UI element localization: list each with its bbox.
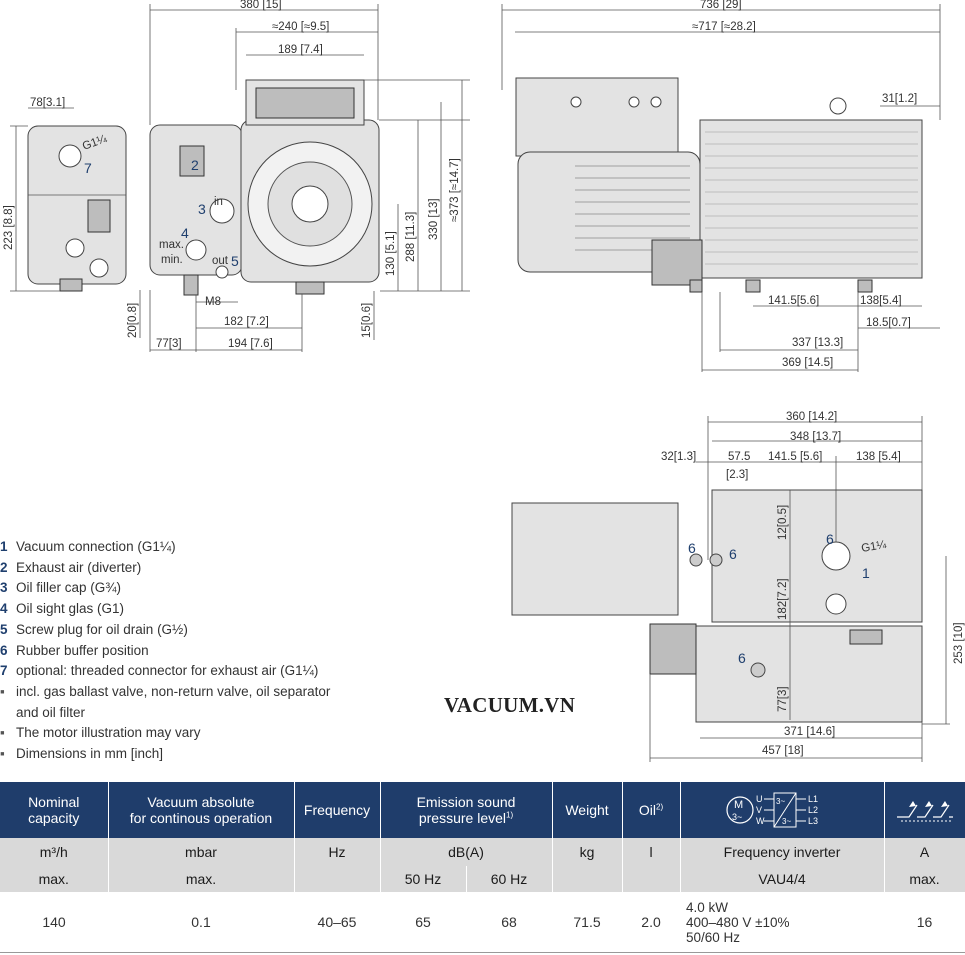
unit-frequency: Hz: [294, 838, 380, 866]
header-emission: Emission sound pressure level$^{1)}$: [380, 782, 552, 838]
dim-12: 12[0.5]: [777, 504, 789, 540]
legend-item: [0, 578, 400, 599]
legend-text: The motor illustration may vary: [16, 725, 201, 741]
header-oil: Oil$^{2)}$: [622, 782, 680, 838]
legend-marker: 4: [0, 601, 8, 617]
dim-373: ≈373 [≈14.7]: [449, 158, 461, 222]
dim-141-5-side: 141.5[5.6]: [768, 295, 820, 307]
circuit-breaker-icon: [884, 782, 965, 838]
dim-253: 253 [10]: [953, 622, 965, 664]
inverter-frequency: 50/60 Hz: [686, 929, 741, 945]
unit-weight: kg: [552, 838, 622, 866]
legend-item: [0, 641, 400, 662]
legend-text: Oil sight glas (G1): [16, 601, 125, 617]
value-oil: 2.0: [622, 892, 680, 953]
legend-text: Vacuum connection (G1¼): [16, 539, 176, 554]
end-view-drawing: [10, 108, 126, 291]
dim-223: 223 [8.8]: [3, 205, 15, 250]
legend-marker: 6: [0, 642, 8, 658]
subunit-capacity: max.: [0, 866, 108, 892]
svg-text:L2: L2: [808, 805, 819, 815]
thread-g114-top: G1¼: [860, 538, 888, 555]
dim-15: 15[0.6]: [361, 302, 373, 338]
dim-182: 182 [7.2]: [224, 316, 269, 328]
unit-oil: l: [622, 838, 680, 866]
legend-text: Screw plug for oil drain (G½): [16, 621, 188, 637]
callout-6-c: 6: [729, 546, 737, 562]
front-view-drawing: [150, 80, 379, 295]
dim-337: 337 [13.3]: [792, 337, 844, 349]
legend-marker: 3: [0, 580, 8, 596]
legend-item: [0, 661, 400, 682]
dim-130: 130 [5.1]: [385, 231, 397, 276]
legend-marker: ▪: [0, 725, 5, 741]
subunit-current: max.: [884, 866, 965, 892]
legend-item: [0, 599, 400, 620]
value-row: [0, 892, 965, 953]
value-current: 16: [884, 892, 965, 953]
subunit-inverter: VAU4/4: [680, 866, 884, 892]
legend-item: [0, 682, 400, 703]
legend-text: optional: threaded connector for exhaust air (G1¼): [16, 663, 319, 679]
unit-current: A: [884, 838, 965, 866]
dim-57-5: 57.5: [728, 451, 751, 463]
label-in: in: [214, 196, 223, 208]
header-frequency: Frequency: [294, 782, 380, 838]
value-capacity: 140: [0, 892, 108, 953]
svg-text:W: W: [756, 816, 765, 826]
dim-330: 330 [13]: [428, 198, 440, 240]
dim-138-side: 138[5.4]: [860, 295, 902, 307]
callout-6-a: 6: [826, 531, 834, 547]
callout-6-d: 6: [738, 650, 746, 666]
dim-288: 288 [11.3]: [405, 211, 417, 262]
legend-marker: 5: [0, 621, 8, 637]
svg-text:3~: 3~: [782, 817, 792, 826]
dim-380: 380 [15]: [240, 0, 282, 11]
svg-text:3~: 3~: [732, 812, 743, 822]
legend-marker: ▪: [0, 746, 5, 762]
value-sound-60hz: 68: [466, 892, 552, 953]
top-view-drawing: [512, 490, 922, 722]
legend-marker: 1: [0, 539, 8, 554]
dim-78: 78[3.1]: [30, 97, 66, 109]
dim-457: 457 [18]: [762, 745, 804, 757]
brand-watermark: VACUUM.VN: [444, 693, 576, 717]
thread-g114-side: G1¼: [80, 133, 109, 153]
callout-1: 1: [862, 565, 870, 581]
svg-text:M: M: [734, 799, 744, 811]
svg-text:V: V: [756, 805, 763, 815]
dim-194: 194 [7.6]: [228, 338, 273, 350]
subunit-oil: [622, 866, 680, 892]
svg-text:L1: L1: [808, 794, 819, 804]
subunit-60hz: 60 Hz: [466, 866, 552, 892]
unit-capacity: m³/h: [0, 838, 108, 866]
header-capacity: Nominal capacity: [0, 782, 108, 838]
legend-item: [0, 703, 400, 724]
inverter-power: 4.0 kW: [686, 899, 729, 915]
dim-182-top: 182[7.2]: [777, 578, 789, 620]
dim-348: 348 [13.7]: [790, 431, 842, 443]
legend-item: [0, 744, 400, 765]
label-max: max.: [159, 239, 184, 251]
unit-emission: dB(A): [380, 838, 552, 866]
dim-138-top: 138 [5.4]: [856, 451, 901, 463]
dim-371: 371 [14.6]: [784, 726, 836, 738]
svg-text:L3: L3: [808, 816, 819, 826]
callout-3: 3: [198, 201, 206, 217]
legend-item: [0, 537, 400, 558]
dim-369: 369 [14.5]: [782, 357, 834, 369]
motor-inverter-icon: [680, 782, 884, 838]
legend-text: Exhaust air (diverter): [16, 559, 142, 575]
subunit-frequency: [294, 866, 380, 892]
legend-text: Dimensions in mm [inch]: [16, 746, 164, 762]
dim-240: ≈240 [≈9.5]: [272, 21, 330, 33]
legend-text: and oil filter: [16, 704, 86, 720]
legend-marker: 7: [0, 663, 8, 679]
value-inverter: [680, 892, 884, 953]
value-weight: 71.5: [552, 892, 622, 953]
dim-18-5: 18.5[0.7]: [866, 317, 911, 329]
legend-item: [0, 558, 400, 579]
dim-2-3: [2.3]: [726, 469, 749, 481]
legend-item: [0, 620, 400, 641]
legend-marker: [0, 703, 16, 724]
dim-141-5-top: 141.5 [5.6]: [768, 451, 823, 463]
subunit-row: [0, 866, 965, 892]
dim-717: ≈717 [≈28.2]: [692, 21, 756, 33]
callout-5: 5: [231, 253, 239, 269]
callout-7: 7: [84, 160, 92, 176]
inverter-voltage: 400–480 V ±10%: [686, 914, 790, 930]
unit-vacuum: mbar: [108, 838, 294, 866]
label-out: out: [212, 255, 228, 267]
legend-item: [0, 723, 400, 744]
value-sound-50hz: 65: [380, 892, 466, 953]
dim-736: 736 [29]: [700, 0, 742, 11]
dim-360: 360 [14.2]: [786, 411, 838, 423]
dim-77: 77[3]: [156, 338, 182, 350]
dim-20: 20[0.8]: [127, 302, 139, 338]
header-row: [0, 782, 965, 838]
callout-4: 4: [181, 225, 189, 241]
dim-32: 32[1.3]: [661, 451, 697, 463]
legend-text: Oil filler cap (G¾): [16, 580, 122, 596]
header-weight: Weight: [552, 782, 622, 838]
value-vacuum: 0.1: [108, 892, 294, 953]
legend-text: incl. gas ballast valve, non-return valve, oil separator: [16, 683, 331, 699]
dim-189: 189 [7.4]: [278, 44, 323, 56]
dim-77-top: 77[3]: [777, 686, 789, 712]
header-vacuum: Vacuum absolute for continous operation: [108, 782, 294, 838]
callout-6-b: 6: [688, 540, 696, 556]
subunit-weight: [552, 866, 622, 892]
legend-marker: 2: [0, 559, 8, 575]
legend-text: Rubber buffer position: [16, 642, 149, 658]
legend-list: [0, 537, 400, 765]
value-frequency: 40–65: [294, 892, 380, 953]
legend-marker: ▪: [0, 683, 5, 699]
svg-text:U: U: [756, 794, 763, 804]
side-view-drawing: [516, 78, 922, 292]
subunit-50hz: 50 Hz: [380, 866, 466, 892]
unit-row: [0, 838, 965, 866]
svg-text:3~: 3~: [776, 797, 786, 806]
callout-2: 2: [191, 157, 199, 173]
unit-inverter: Frequency inverter: [680, 838, 884, 866]
label-min: min.: [161, 254, 183, 266]
subunit-vacuum: max.: [108, 866, 294, 892]
dim-31: 31[1.2]: [882, 93, 918, 105]
spec-table: [0, 782, 965, 953]
dim-m8: M8: [205, 296, 221, 308]
